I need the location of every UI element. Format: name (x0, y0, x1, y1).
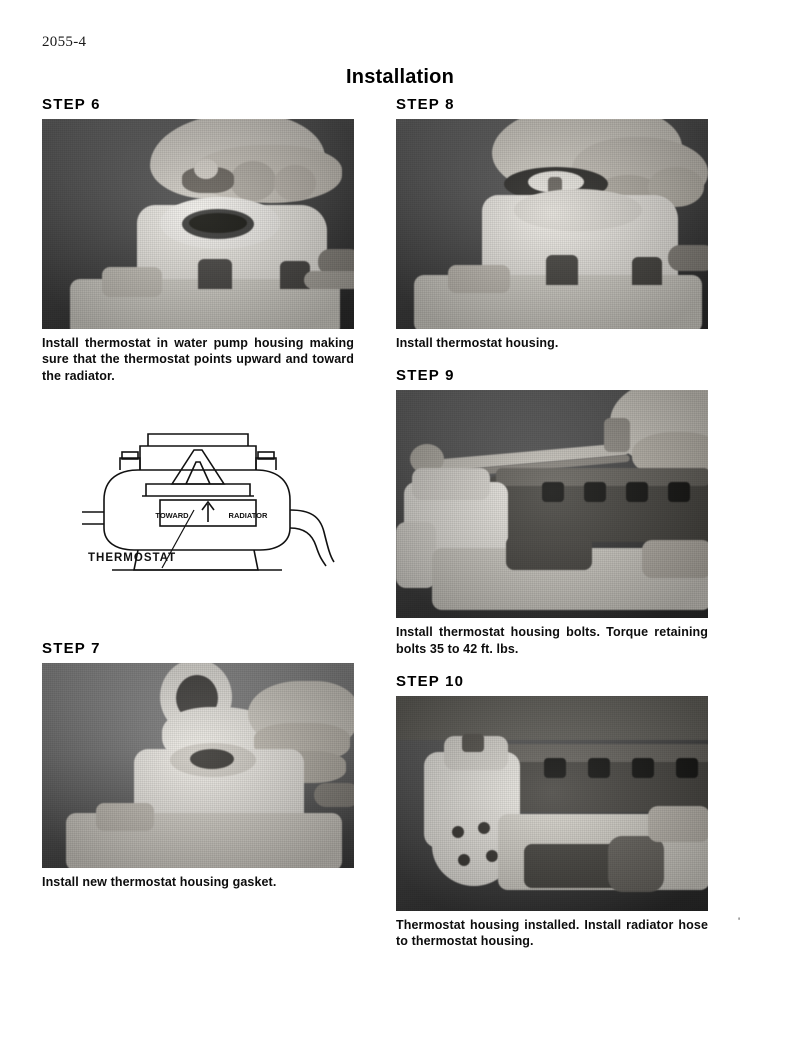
step-label-6: STEP 6 (42, 96, 101, 113)
page-number: 2055-4 (42, 34, 87, 50)
step-label-9: STEP 9 (396, 367, 455, 385)
caption-step-8: Install thermostat housing. (396, 336, 559, 350)
svg-text:RADIATOR: RADIATOR (228, 510, 268, 520)
thermostat-housing-installed-photo (396, 696, 708, 911)
step-label-10: STEP 10 (396, 672, 465, 690)
right-column (396, 96, 708, 965)
caption-step-6: Install thermostat in water pump housing making sure that the thermostat points upward and toward the radiator. (42, 336, 354, 383)
torque-housing-bolts-photo (396, 390, 708, 618)
svg-text:TOWARD: TOWARD (155, 510, 189, 520)
thermostat-in-water-pump-housing-photo (42, 119, 354, 329)
install-thermostat-housing-photo (396, 119, 708, 329)
step-label-8: STEP 8 (396, 96, 455, 113)
step-label-7: STEP 7 (42, 639, 101, 657)
margin-mark: ' (738, 916, 741, 928)
caption-step-10: Thermostat housing installed. Install radiator hose to thermostat housing. (396, 917, 708, 948)
page-title: Installation (346, 66, 454, 88)
thermostat-housing-gasket-photo (42, 663, 354, 868)
left-column (42, 96, 354, 906)
thermostat-diagram-svg (42, 400, 354, 600)
caption-step-9: Install thermostat housing bolts. Torque retaining bolts 35 to 42 ft. lbs. (396, 625, 708, 656)
caption-step-7: Install new thermostat housing gasket. (42, 874, 277, 889)
diagram-callout-thermostat: THERMOSTAT (88, 551, 177, 564)
thermostat-orientation-diagram (42, 400, 354, 600)
